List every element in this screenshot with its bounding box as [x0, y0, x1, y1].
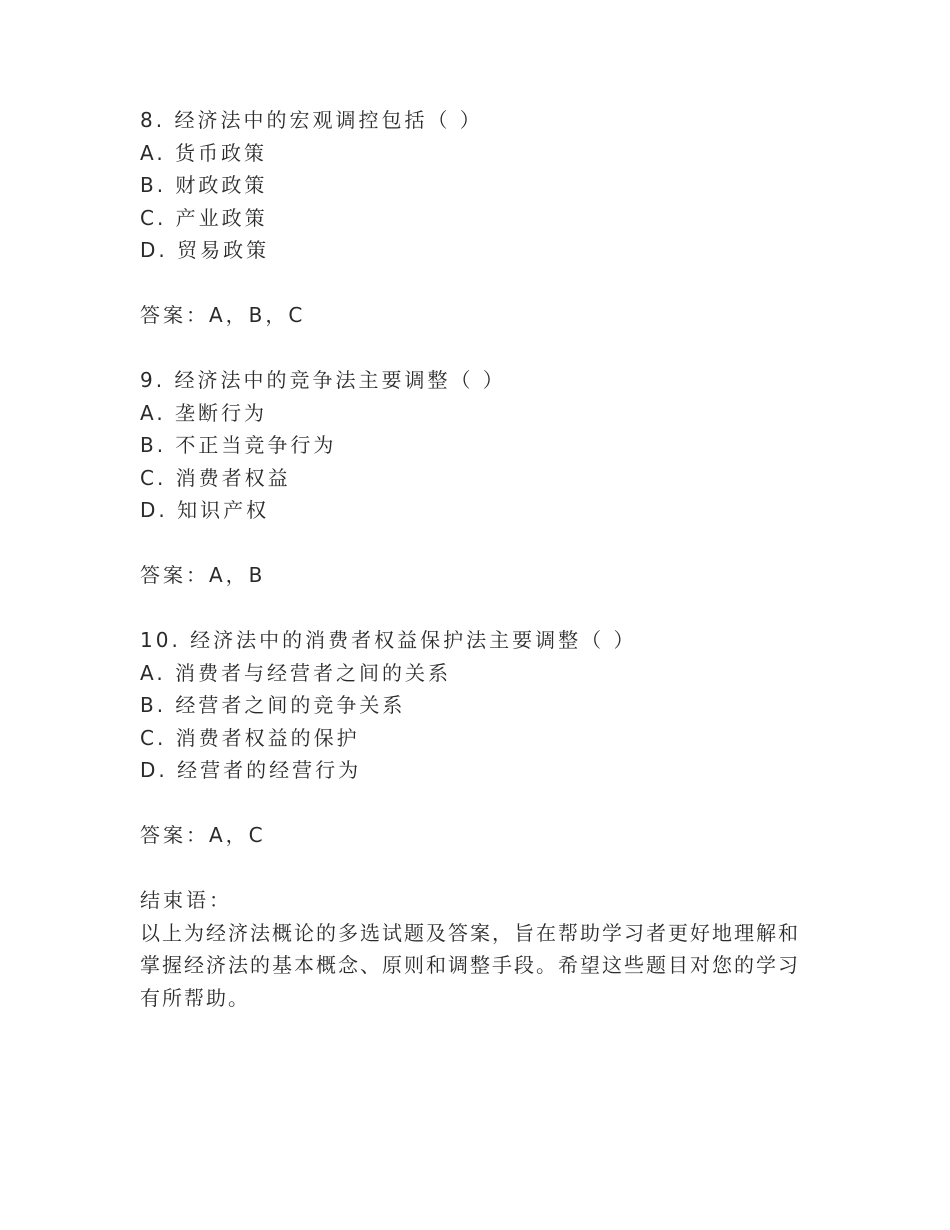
spacer — [140, 852, 810, 885]
question-9 — [140, 364, 810, 592]
option-d: D. 经营者的经营行为 — [140, 758, 362, 782]
option-c: C. 消费者权益的保护 — [140, 725, 360, 750]
question-stem: 9. 经济法中的竞争法主要调整（ ） — [140, 368, 506, 392]
document-page — [140, 104, 810, 1014]
question-stem: 10. 经济法中的消费者权益保护法主要调整（ ） — [140, 628, 637, 652]
option-c: C. 消费者权益 — [140, 465, 291, 490]
answer: 答案：A，B，C — [140, 303, 306, 327]
option-d: D. 贸易政策 — [140, 238, 270, 262]
option-b: B. 经营者之间的竞争关系 — [140, 693, 406, 717]
answer: 答案：A，B — [140, 563, 266, 587]
question-10 — [140, 624, 810, 852]
option-b: B. 不正当竞争行为 — [140, 433, 337, 457]
option-c: C. 产业政策 — [140, 205, 268, 230]
closing-title: 结束语： — [140, 888, 232, 912]
spacer — [140, 527, 810, 560]
option-a: A. 消费者与经营者之间的关系 — [140, 660, 452, 685]
option-a: A. 垄断行为 — [140, 400, 268, 425]
closing-text: 以上为经济法概论的多选试题及答案，旨在帮助学习者更好地理解和掌握经济法的基本概念、原则和调整手段。希望这些题目对您的学习有所帮助。 — [140, 920, 800, 1010]
spacer — [140, 267, 810, 300]
question-8 — [140, 104, 810, 332]
question-stem: 8. 经济法中的宏观调控包括（ ） — [140, 108, 483, 132]
answer: 答案：A，C — [140, 823, 266, 847]
option-b: B. 财政政策 — [140, 173, 268, 197]
option-a: A. 货币政策 — [140, 140, 268, 165]
spacer — [140, 332, 810, 365]
closing-section — [140, 884, 810, 1014]
spacer — [140, 592, 810, 625]
option-d: D. 知识产权 — [140, 498, 270, 522]
spacer — [140, 787, 810, 820]
